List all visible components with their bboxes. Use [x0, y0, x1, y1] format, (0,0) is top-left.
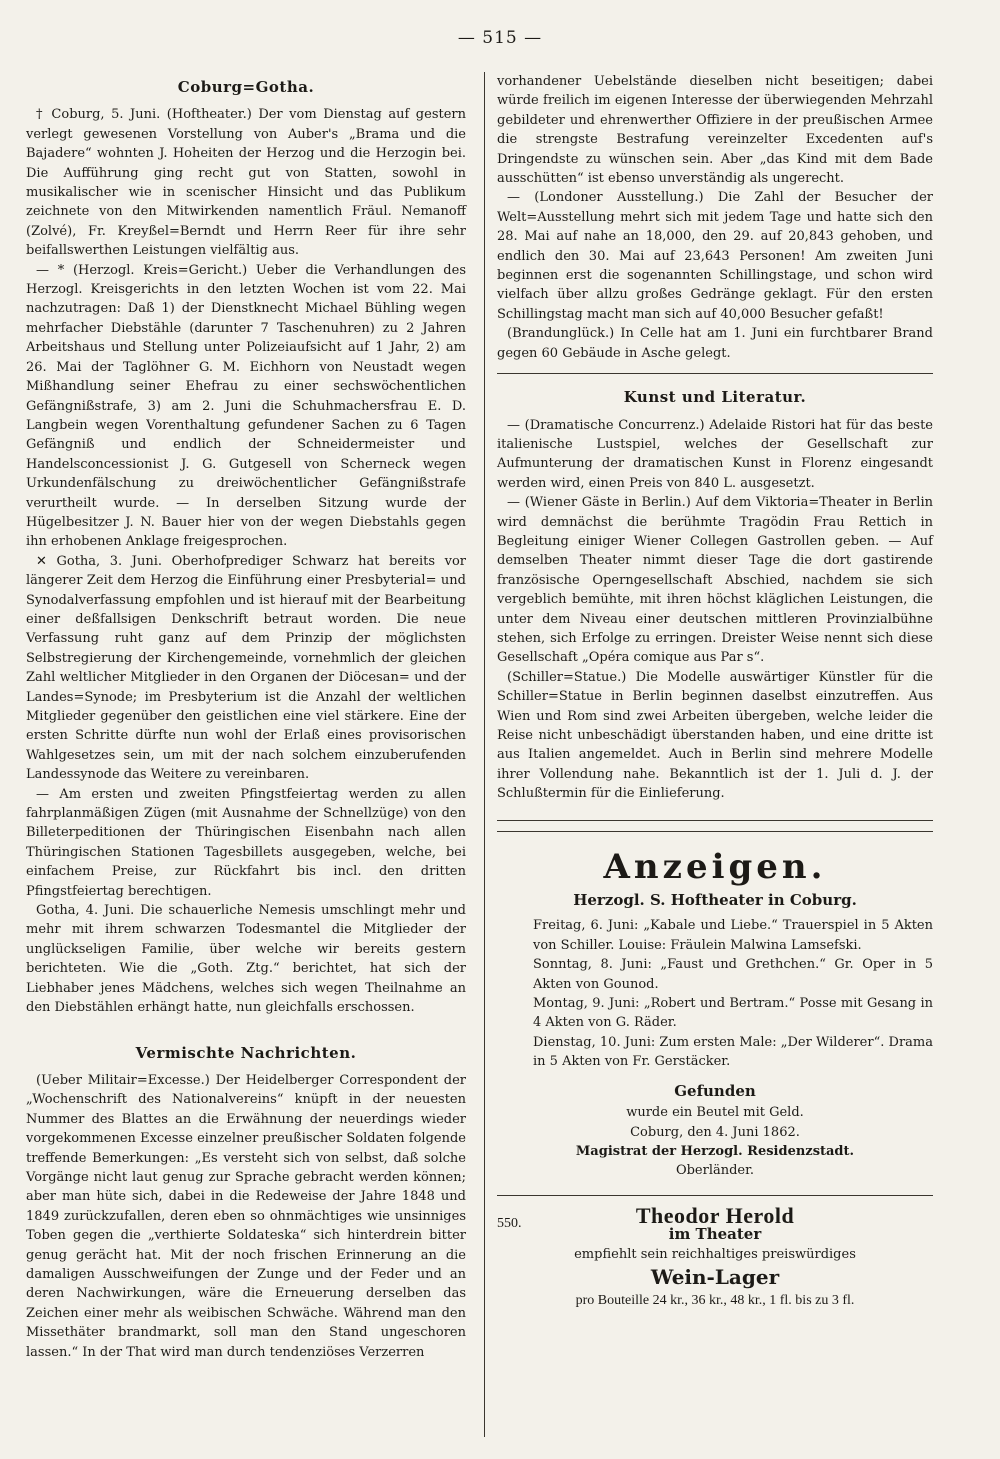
article-paragraph: — (Londoner Ausstellung.) Die Zahl der Besucher der Welt=Ausstellung mehrt sich mit jedem Tage und hatte sich den 28. Mai auf nahe an 18,000, den 29. auf 20,843 gehoben, und endlich den 30. Mai auf 23,643 Personen! Am zweiten Juni beginnen erst die sogenannten Schillingstage, und schon wird vielfach über allzu großes Gedränge geklagt. Für den ersten Schillingstag macht man sich auf 40,000 Besucher gefaßt! — [497, 190, 933, 322]
section-heading-vermischte: Vermischte Nachrichten. — [135, 1043, 357, 1062]
program-entry: Montag, 9. Juni: „Robert und Bertram.“ Posse mit Gesang in 4 Akten von G. Räder. — [533, 996, 933, 1031]
article-paragraph: ✕ Gotha, 3. Juni. Oberhofprediger Schwarz hat bereits vor längerer Zeit dem Herzog die Einführung einer Presbyterial= und Synodalverfassung empfohlen und ist hierauf mit der Bearbeitung einer deßfallsigen Denkschrift betraut worden. Die neue Verfassung ruht ganz auf dem Prinzip der möglichsten Selbstregierung der Kirchengemeinde, vornehmlich der gleichen Zahl weltlicher Mitglieder in den Organen der Diöcesan= und der Landes=Synode; im Presbyterium ist die Anzahl der weltlichen Mitglieder gegenüber den geistlichen eine viel stärkere. Eine der ersten Schritte dürfte nun wohl der Erlaß eines provisorischen Wahlgesetzes sein, um mit der nach solchem einzuberufenden Landessynode das Weitere zu vereinbaren. — [26, 553, 466, 783]
divider — [497, 1195, 933, 1196]
ad-product: Wein-Lager — [650, 1264, 780, 1289]
divider — [497, 373, 933, 374]
article-paragraph: (Ueber Militair=Excesse.) Der Heidelberger Correspondent der „Wochenschrift des Nationalvereins“ knüpft in der neuesten Nummer des Blattes an die Erwähnung der neuerdings wieder vorgekommenen Excesse einzelner preußischer Soldaten folgende treffende Bemerkungen: „Es versteht sich von selbst, daß solche Vorgänge nicht laut genug zur Sprache gebracht werden können; aber man hüte sich, dabei in die Redeweise der Jahre 1848 und 1849 zurückzufallen, deren eben so ohnmächtiges wie unsinniges Toben gegen die „verthierte Soldateska“ sich hinterdrein bitter genug gerächt hat. Mit der noch frischen Erinnerung an die damaligen Ausschweifungen der Zunge und der Feder und an deren Nachwirkungen, wäre die Erneuerung derselben das Zeichen einer mehr als weibischen Schwäche. Während man den Missethäter brandmarkt, soll man den Stand ungeschoren lassen.“ In der That wird man durch tendenziöses Verzerren — [26, 1072, 466, 1360]
article-paragraph: (Schiller=Statue.) Die Modelle auswärtiger Künstler für die Schiller=Statue in Berlin beginnen daselbst einzutreffen. Aus Wien und Rom sind zwei Arbeiten übergeben, welche leider die Reise nicht unbeschädigt überstanden haben, und eine dritte ist aus Italien angemeldet. Auch in Berlin sind mehrere Modelle ihrer Vollendung nahe. Bekanntlich ist der 1. Juli d. J. der Schlußtermin für die Einlieferung. — [497, 669, 933, 802]
program-entry: Sonntag, 8. Juni: „Faust und Grethchen.“ Gr. Oper in 5 Akten von Gounod. — [533, 957, 933, 992]
article-paragraph: — (Wiener Gäste in Berlin.) Auf dem Viktoria=Theater in Berlin wird demnächst die berühmte Tragödin Frau Rettich in Begleitung einiger Wiener Collegen Gastrollen geben. — Auf demselben Theater nimmt dieser Tage die dort gastirende französische Operngesellschaft Abschied, nachdem sie sich vergeblich bemühte, mit ihren höchst kläglichen Leistungen, die unter dem Niveau einer deutschen mittleren Provinzialbühne stehen, sich Erfolge zu erringen. Dreister Weise nennt sich diese Gesellschaft „Opéra comique aus Par s“. — [497, 495, 933, 666]
program-entry: Dienstag, 10. Juni: Zum ersten Male: „Der Wilderer“. Drama in 5 Akten von Fr. Gerstäcker. — [533, 1034, 933, 1070]
article-paragraph: Gotha, 4. Juni. Die schauerliche Nemesis umschlingt mehr und mehr mit ihrem schwarzen Todesmantel die Mitglieder der unglückseligen Familie, über welche wir bereits gestern berichteten. Wie die „Goth. Ztg.“ berichtet, hat sich der Liebhaber jenes Mädchens, welches sich wegen Theilnahme an den Diebstählen erhängt hatte, nun gleichfalls erschossen. — [26, 903, 466, 1016]
theater-ad-heading: Herzogl. S. Hoftheater in Coburg. — [573, 891, 857, 910]
page-number: — 515 — — [457, 28, 543, 48]
wine-ad — [497, 1202, 933, 1311]
section-heading-coburg-gotha: Coburg=Gotha. — [177, 78, 315, 96]
program-entry: Freitag, 6. Juni: „Kabale und Liebe.“ Trauerspiel in 5 Akten von Schiller. Louise: Fräulein Malwina Lamsefski. — [533, 918, 933, 953]
divider — [497, 831, 933, 832]
article-paragraph: (Brandunglück.) In Celle hat am 1. Juni ein furchtbarer Brand gegen 60 Gebäude in Asche gelegt. — [497, 326, 933, 361]
ad-number: 550. — [497, 1215, 522, 1231]
article-paragraph: — * (Herzogl. Kreis=Gericht.) Ueber die Verhandlungen des Herzogl. Kreisgerichts in den letzten Wochen ist vom 22. Mai nachzutragen: Daß 1) der Dienstknecht Michael Bühling wegen mehrfacher Diebstähle (darunter 7 Taschenuhren) zu 2 Jahren Arbeitshaus und Stellung unter Polizeiaufsicht auf 1 Jahr, 2) am 26. Mai der Taglöhner G. M. Eichhorn von Neustadt wegen Mißhandlung seiner Ehefrau zu einer sechswöchentlichen Gefängnißstrafe, 3) am 2. Juni die Schuhmachersfrau E. D. Langbein wegen Vorenthaltung gefundener Sachen zu 6 Tagen Gefängniß und endlich der Schneidermeister und Handelsconcessionist J. G. Gutgesell von Scherneck wegen Urkundenfälschung zu dreiwöchentlicher Gefängnißstrafe verurtheilt wurde. — In derselben Sitzung wurde der Hügelbesitzer J. N. Bauer hier von der wegen Diebstahls gegen ihn erhobenen Anklage freigesprochen. — [26, 262, 466, 550]
article-paragraph: — (Dramatische Concurrenz.) Adelaide Ristori hat für das beste italienische Lustspiel, welches der Gesellschaft zur Aufmunterung der dramatischen Kunst in Florenz eingesandt werden wird, einen Preis von 840 L. ausgesetzt. — [497, 417, 933, 491]
section-heading-kunst: Kunst und Literatur. — [623, 388, 807, 407]
found-ad-name: Oberländer. — [675, 1163, 755, 1179]
article-paragraph: — Am ersten und zweiten Pfingstfeiertag werden zu allen fahrplanmäßigen Zügen (mit Ausnahme der Schnellzüge) von den Billeterpeditionen der Thüringischen Eisenbahn nach allen Thüringischen Stationen Tagesbillets ausgegeben, welche, bei einfachem Preise, zur Rückfahrt bis incl. den dritten Pfingstfeiertag berechtigen. — [26, 786, 466, 899]
ad-location: im Theater — [668, 1225, 762, 1244]
theater-program — [497, 916, 933, 1071]
found-ad-text: wurde ein Beutel mit Geld. — [626, 1105, 804, 1121]
found-ad-heading: Gefunden — [674, 1081, 756, 1100]
found-ad-date: Coburg, den 4. Juni 1862. — [630, 1124, 800, 1140]
article-paragraph: vorhandener Uebelstände dieselben nicht beseitigen; dabei würde freilich im eigenen Interesse der überwiegenden Mehrzahl gebildeter und ehrenwerther Offiziere in der preußischen Armee die strengste Bestrafung vereinzelter Excedenten auf's Dringendste zu wünschen sein. Aber „das Kind mit dem Bade ausschütten“ ist ebenso unverständig als ungerecht. — [497, 74, 933, 187]
column-divider — [484, 72, 485, 1437]
article-paragraph: † Coburg, 5. Juni. (Hoftheater.) Der vom Dienstag auf gestern verlegt gewesenen Vorstellung von Auber's „Brama und die Bajadere“ wohnten J. Hoheiten der Herzog und die Herzogin bei. Die Aufführung ging recht gut von Statten, sowohl in musikalischer wie in scenischer Hinsicht und das Publikum zeichnete von den Mitwirkenden namentlich Fräul. Nemanoff (Zolvé), Fr. Kreyßel=Berndt und Herrn Reer für ihre sehr beifallswerthen Leistungen vielfältig aus. — [26, 107, 466, 259]
ad-merchant-name: Theodor Herold — [635, 1202, 795, 1228]
advertisements-heading: Anzeigen. — [603, 846, 827, 887]
left-column — [26, 72, 466, 1362]
divider — [497, 820, 933, 821]
found-ad-signer: Magistrat der Herzogl. Residenzstadt. — [575, 1143, 855, 1159]
ad-text: empfiehlt sein reichhaltiges preiswürdiges — [574, 1246, 856, 1262]
right-column — [497, 72, 933, 1311]
ad-price: pro Bouteille 24 kr., 36 kr., 48 kr., 1 fl. bis zu 3 fl. — [575, 1293, 855, 1309]
